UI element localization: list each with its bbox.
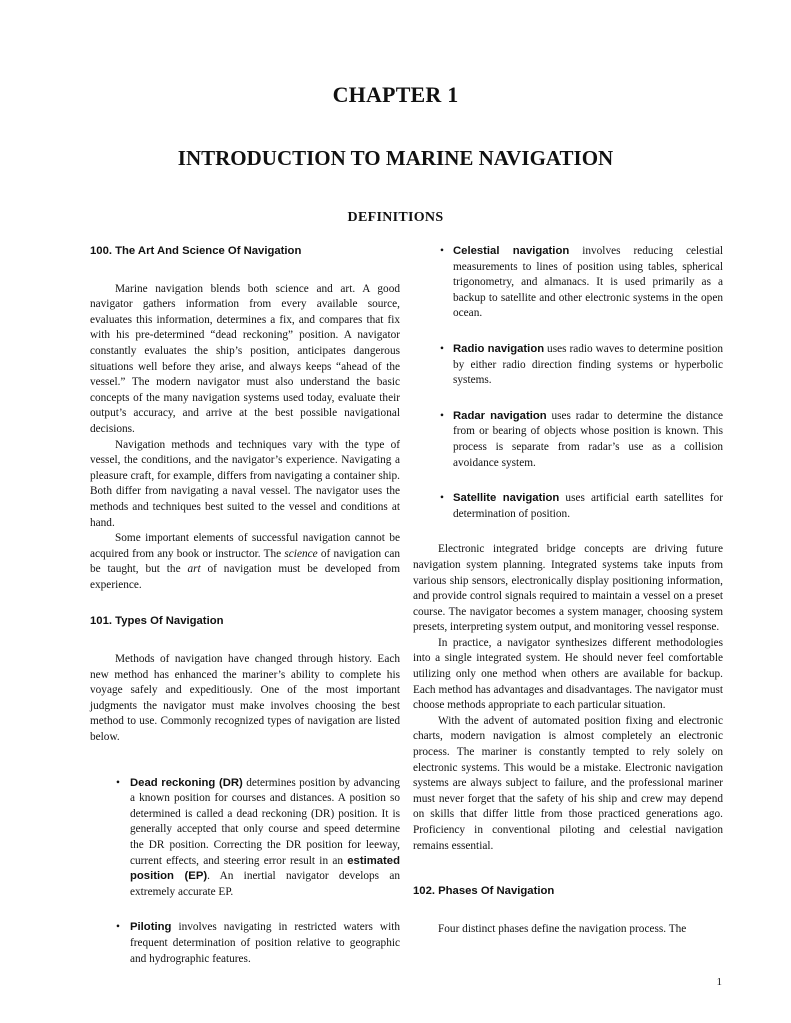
paragraph-101-1: Methods of navigation have changed through history. Each new method has enhanced the mariner’s ability to complete his voyage safely and expeditiously. One of the most important judgments the navigator must make involves choosing the best method to use. Commonly recognized types of navigation are listed below.	[90, 653, 400, 744]
chapter-title: INTRODUCTION TO MARINE NAVIGATION	[177, 146, 614, 170]
page-number: 1	[716, 976, 722, 988]
heading-101: 101. Types Of Navigation	[90, 615, 224, 628]
right-column	[413, 244, 723, 937]
bullet-icon: •	[440, 492, 444, 505]
term-piloting: Piloting	[130, 921, 172, 934]
paragraph-100-2: Navigation methods and techniques vary with the type of vessel, the conditions, and the navigator’s experience. Navigating a pleasure craft, for example, differs from navigating a container ship. Both differ from navigating a naval vessel. The navigator uses the methods and techniques best suited to the vessel and conditions at hand.	[90, 438, 400, 529]
navigation-types-list-left	[90, 776, 400, 968]
term-radio: Radio navigation	[453, 342, 545, 355]
list-item-dead-reckoning: • Dead reckoning (DR) determines position by advancing a known position for courses and distances. A position so determined is called a dead reckoning (DR) position. It is generally accepted that only course and speed determine the DR position. Correcting the DR position for leeway, current effects, and steering error result in an estimated position (EP). An inertial navigator develops an extremely accurate EP.	[116, 776, 400, 898]
navigation-types-list-right	[413, 244, 723, 522]
list-item-satellite: • Satellite navigation uses artificial earth satellites for determination of position.	[440, 492, 723, 520]
bullet-icon: •	[440, 342, 444, 355]
term-radar: Radar navigation	[453, 409, 547, 422]
list-item-celestial: • Celestial navigation involves reducing celestial measurements to lines of position using tables, spherical trigonometry, and almanacs. It is used primarily as a backup to satellite and other electronic systems in the open ocean.	[440, 245, 723, 320]
paragraph-101-2: Electronic integrated bridge concepts are driving future navigation system planning. Integrated systems take inputs from various ship sensors, electronically display positioning information, and provide control signals required to maintain a vessel on a preset course. The navigator becomes a system manager, choosing system presets, interpreting system output, and monitoring vessel response.	[413, 543, 723, 634]
bullet-icon: •	[440, 245, 444, 257]
emphasis-science: science	[284, 547, 318, 560]
heading-102: 102. Phases Of Navigation	[413, 885, 555, 898]
term-estimated-position: estimated position (EP)	[130, 854, 400, 883]
paragraph-101-4: With the advent of automated position fixing and electronic charts, modern navigation is almost completely an electronic process. The mariner is constantly tempted to rely solely on electronic systems. This would be a mistake. Electronic navigation systems are always subject to failure, and the professional mariner must never forget that the safety of his ship and crew may depend on skills that differ little from those practiced generations ago. Proficiency in conventional piloting and celestial navigation remains essential.	[413, 714, 723, 852]
bullet-icon: •	[440, 409, 444, 422]
list-item-radio: • Radio navigation uses radio waves to determine position by either radio direction finding systems or hyperbolic systems.	[440, 342, 723, 387]
heading-100: 100. The Art And Science Of Navigation	[90, 245, 302, 257]
emphasis-art: art	[187, 563, 201, 576]
paragraph-101-3: In practice, a navigator synthesizes different methodologies into a single integrated system. He should never feel comfortable utilizing only one method when others are available for backup. Each method has advantages and disadvantages. The navigator must choose methods appropriate to each particular situation.	[413, 636, 723, 712]
list-item-piloting: • Piloting involves navigating in restricted waters with frequent determination of position relative to geographic and hydrographic features.	[116, 921, 400, 965]
paragraph-100-1: Marine navigation blends both science and art. A good navigator gathers information from every available source, evaluates this information, determines a fix, and compares that fix with his pre-determined “dead reckoning” position. A navigator constantly evaluates the ship’s position, anticipates dangerous situations well before they arise, and always keeps “ahead of the vessel.” The modern navigator must also understand the basic concepts of the many navigation systems used today, evaluate their output’s accuracy, and arrive at the best possible navigational decisions.	[90, 282, 400, 435]
bullet-icon: •	[116, 921, 120, 934]
section-heading: DEFINITIONS	[347, 210, 444, 225]
term-celestial: Celestial navigation	[453, 245, 570, 257]
chapter-label: CHAPTER 1	[332, 82, 459, 107]
left-column	[90, 244, 400, 987]
list-item-radar: • Radar navigation uses radar to determine the distance from or bearing of objects whose position is known. This process is separate from radar’s use as a collision avoidance system.	[440, 409, 723, 469]
paragraph-102-1: Four distinct phases define the navigation process. The	[438, 922, 687, 935]
term-satellite: Satellite navigation	[453, 492, 560, 505]
paragraph-100-3: Some important elements of successful navigation cannot be acquired from any book or instructor. The science of navigation can be taught, but the art of navigation must be developed from experience.	[90, 532, 400, 591]
term-dead-reckoning: Dead reckoning (DR)	[130, 776, 243, 789]
bullet-icon: •	[116, 776, 120, 789]
